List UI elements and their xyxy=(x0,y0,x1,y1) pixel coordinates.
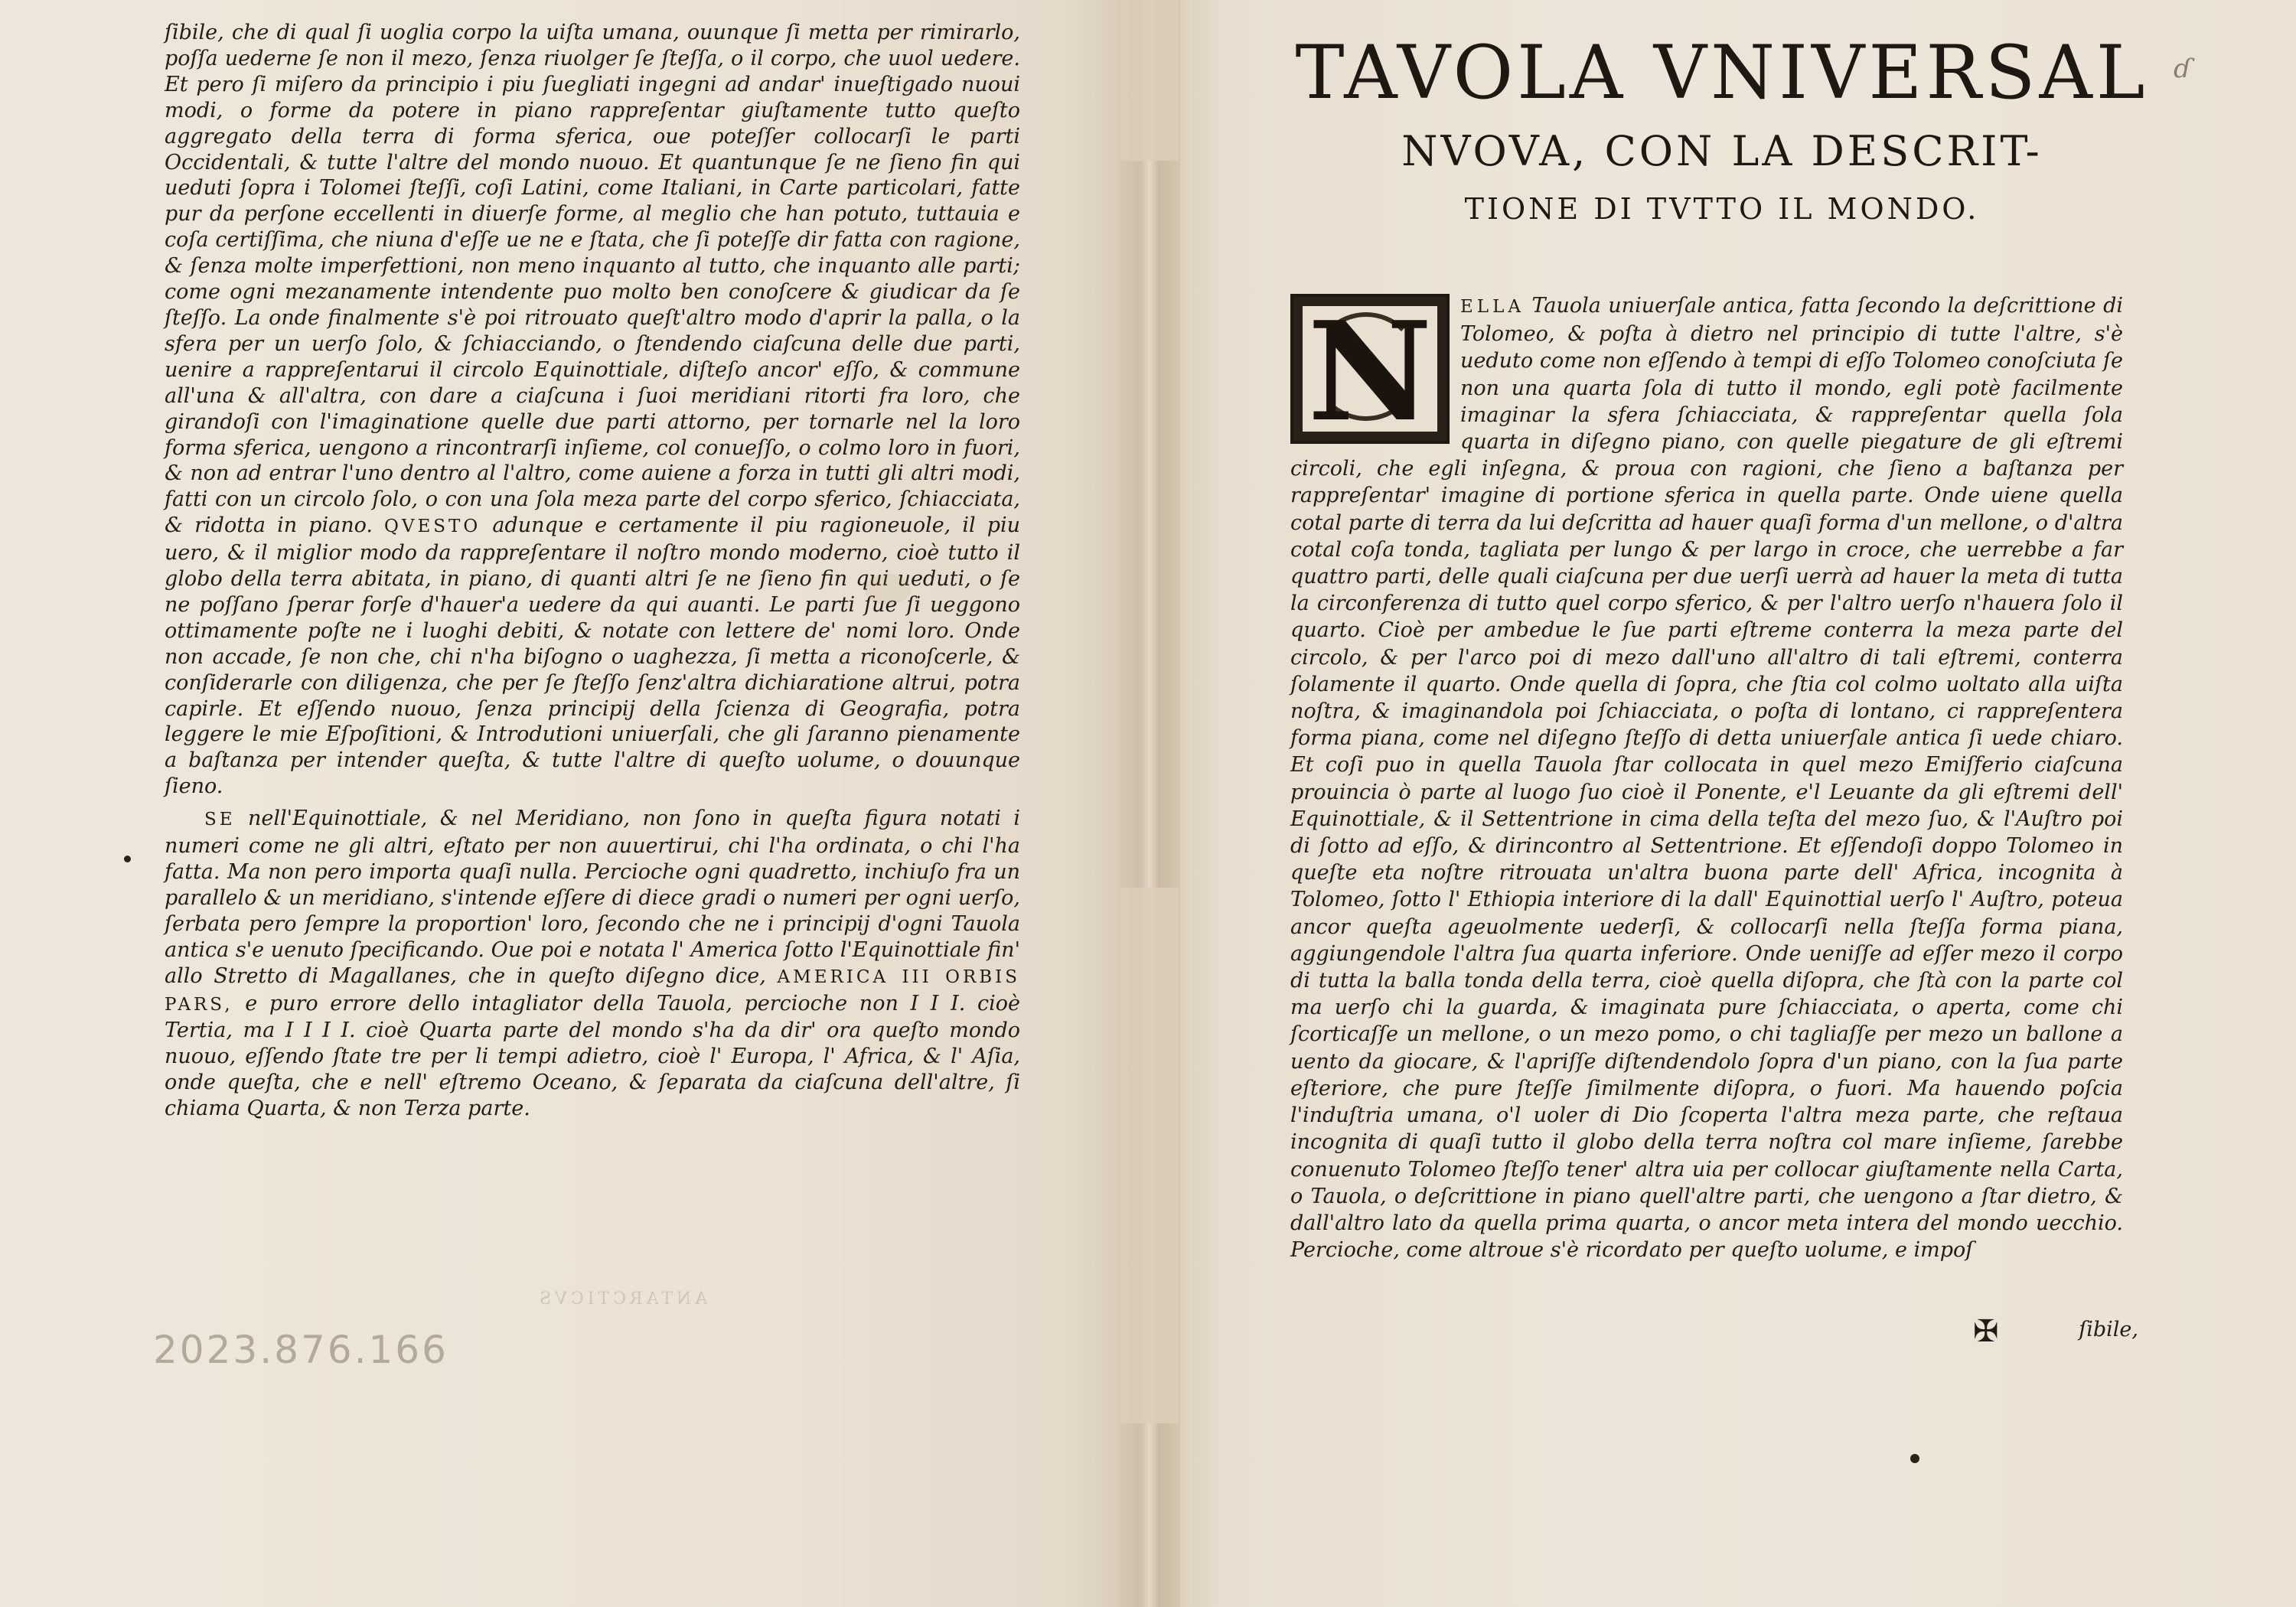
title-line-1: TAVOLA VNIVERSAL xyxy=(1295,30,2149,116)
paragraph-2-initial: SE xyxy=(204,810,236,830)
initial-letter: N xyxy=(1307,292,1433,451)
america-caps-phrase: AMERICA III ORBIS PARS, xyxy=(165,966,1021,1015)
left-paragraph-2-text-b: e puro errore dello intagliator della Tauola, percioche non I I I. cioè Tertia, ma I I I I. cioè Quarta parte del mondo s'ha da dir' ora queſto mondo nuouo, eſſendo ſtate tre per li tempi adietro, cioè l' Europa, l' Africa, & l' Aſia, onde queſta, che e nell' eſtremo Oceano, & ſeparata da ciaſcuna dell'altre, ſi chiama Quarta, & non Terza parte. xyxy=(165,991,1020,1121)
left-text-column xyxy=(165,20,1020,1122)
left-paragraph-1 xyxy=(165,20,1020,800)
left-paragraph-2-text-a: nell'Equinottiale, & nel Meridiano, non ſono in queſta figura notati i numeri come ne gli altri, eſtato per non auuertirui, chi l'ha ordinata, o chi l'ha fatta. Ma non pero importa quaſi nulla. Percioche ogni quadretto, inchiuſo fra un parallelo & un meridiano, s'intende eſſere di diece gradi o numeri per ogni uerſo, ſerbata pero ſempre la proportion' loro, ſecondo che ne i principij d'ogni Tauola antica s'e uenuto ſpecificando. Oue poi e notata l' America ſotto l'Equinottiale fin' allo Stretto di Magallanes, che in queſto diſegno dice, xyxy=(165,807,1020,988)
right-text-column xyxy=(1290,292,2123,1263)
gutter xyxy=(1119,0,1180,1607)
hinge-tape xyxy=(1120,888,1179,1423)
title-block xyxy=(1270,31,2174,228)
left-page xyxy=(0,0,1119,1607)
fleuron-icon: ✠ xyxy=(1973,1314,1999,1349)
title-line-2: NVOVA, CON LA DESCRIT- xyxy=(1401,127,2043,175)
show-through-text: ANTARCTICVS xyxy=(536,1289,708,1309)
pencil-accession-number: 2023.876.166 xyxy=(153,1328,448,1372)
caps-word: QVESTO xyxy=(384,517,481,537)
title-line-3: TIONE DI TVTTO IL MONDO. xyxy=(1464,192,1980,226)
page-end-row xyxy=(1959,1314,2143,1349)
margin-ink-mark: ɗ xyxy=(2174,54,2192,84)
ink-dot xyxy=(124,856,131,862)
catchword: ſibile, xyxy=(2079,1318,2138,1341)
left-paragraph-2 xyxy=(165,806,1020,1122)
left-paragraph-1-continued: adunque e certamente il piu ragioneuole, il piu uero, & il miglior modo da rappreſentare il noſtro mondo moderno, cioè tutto il globo della terra abitata, in piano, di quanti altri ſe ne ſieno fin qui ueduti, o ſe ne poſſano ſperar forſe d'hauer'a uedere da qui auanti. Le parti ſue ſi ueggono ottimamente poſte ne i luoghi debiti, & notate con lettere de' nomi loro. Onde non accade, ſe non che, chi n'ha biſogno o uaghezza, ſi metta a riconoſcerle, & conſiderarle con diligenza, che per ſe ſteſſo ſenz'altra dichiaratione altrui, potra capirle. Et eſſendo nuouo, ſenza principij della ſcienza di Geografia, potra leggere le mie Eſpoſitioni, & Introdutioni uniuerſali, che gli ſaranno pienamente a baſtanza per intender queſta, & tutte l'altre di queſto uolume, o douunque ſieno. xyxy=(165,513,1021,799)
right-body-text: Tauola uniuerſale antica, fatta ſecondo la deſcrittione di Tolomeo, & poſta à dietro nel principio di tutte l'altre, s'è ueduto come non eſſendo à tempi di eſſo Tolomeo conoſciuta ſe non una quarta ſola di tutto il mondo, egli potè facilmente imaginar la sfera ſchiacciata, & rappreſentar quella ſola quarta in diſegno piano, con quelle piegature de gli eſtremi circoli, che egli inſegna, & proua con ragioni, che ſieno a baſtanza per rappreſentar' imagine di portione sferica in quella parte. Onde uiene quella cotal parte di terra da lui deſcritta ad hauer quaſi forma d'un mellone, o d'altra cotal coſa tonda, tagliata per lungo & per largo in croce, che uerrebbe a far quattro parti, delle quali ciaſcuna per due uerſi uerrà ad hauer la meta di tutta la circonferenza di tutto quel corpo sferico, & per l'altro uerſo n'hauera ſolo il quarto. Cioè per ambedue le ſue parti eſtreme conterra la meza parte del circolo, & per l'arco poi di mezo dall'uno all'altro di tali eſtremi, conterra ſolamente il quarto. Onde quella di ſopra, che ſtia col colmo uoltato alla uiſta noſtra, & imaginandola poi ſchiacciata, o poſta di lontano, ci rappreſentera forma piana, come nel diſegno ſteſſo di detta uniuerſale antica ſi uede chiaro. Et coſi puo in quella Tauola ſtar collocata in quel mezo Emiſferio ciaſcuna prouincia ò parte al luogo ſuo cioè il Ponente, e'l Leuante da gli eſtremi dell' Equinottiale, & il Settentrione in cima della teſta del mezo ſuo, & l'Auſtro poi di ſotto ad eſſo, & dirincontro al Settentrione. Et eſſendoſi doppo Tolomeo in queſte eta noſtre ritrouata un'altra buona parte dell' Africa, incognita à Tolomeo, ſotto l' Ethiopia interiore di la dall' Equinottial uerſo l' Auſtro, poteua ancor queſta ageuolmente uederſi, & collocarſi nella ſteſſa forma piana, aggiungendole l'altra ſua quarta inferiore. Onde ueniſſe ad eſſer mezo il corpo di tutta la balla tonda della terra, cioè quella diſopra, che ſtà con la parte col ma uerſo chi la guarda, & imaginata pure ſchiacciata, o aperta, come chi ſcorticaſſe un mellone, o un mezo pomo, o chi tagliaſſe per mezo un ballone a uento da giocare, & l'apriſſe diſtendendolo ſopra d'un piano, con la ſua parte eſteriore, che pure ſteſſe ſimilmente diſopra, o fuori. Ma hauendo poſcia l'induſtria umana, o'l uoler di Dio ſcoperta l'altra meza parte, che reſtaua incognita di quaſi tutto il globo della terra noſtra col mare inſieme, ſarebbe conuenuto Tolomeo ſteſſo tener' altra uia per collocar giuſtamente nella Carta, o Tauola, o deſcrittione in piano quell'altre parti, che uengono a ſtar dietro, & dall'altro lato da quella prima quarta, o ancor meta intera del mondo uecchio. Percioche, come altroue s'è ricordato per queſto uolume, e impoſ xyxy=(1290,294,2123,1263)
left-paragraph-1-text: ſibile, che di qual ſi uoglia corpo la uiſta umana, ouunque ſi metta per rimirarlo, poſſa uederne ſe non il mezo, ſenza riuolger ſe ſteſſa, o il corpo, che uuol uedere. Et pero ſi miſero da principio i piu ſuegliati ingegni ad andar' inueſtigado nuoui modi, o forme da potere in piano rappreſentar giuſtamente tutto queſto aggregato della terra di forma sferica, oue poteſſer collocarſi le parti Occidentali, & tutte l'altre del mondo nuouo. Et quantunque ſe ne ſieno fin qui ueduti ſopra i Tolomei ſteſſi, coſi Latini, come Italiani, in Carte particolari, fatte pur da perſone eccellenti in diuerſe forme, al meglio che han potuto, tuttauia e coſa certiſſima, che niuna d'eſſe ue ne e ſtata, che ſi poteſſe dir fatta con ragione, & ſenza molte imperfettioni, non meno inquanto al tutto, che inquanto alle parti; come ogni mezanamente intendente puo molto ben conoſcere & giudicar da ſe ſteſſo. La onde finalmente s'è poi ritrouato queſt'altro modo d'aprir la palla, o la sfera per un uerſo ſolo, & ſchiacciando, o ſtendendo ciaſcuna delle due parti, uenire a rappreſentarui il circolo Equinottiale, diſteſo ancor' eſſo, & commune all'una & all'altra, con dare a ciaſcuna i ſuoi meridiani ritorti fra loro, che girandoſi con l'imaginatione quelle due parti attorno, per tornarle nel la loro forma sferica, uengono a rincontrarſi inſieme, col conueſſo, o colmo loro in fuori, & non ad entrar l'uno dentro al l'altro, come auiene a forza in tutti gli altri modi, fatti con un circolo ſolo, o con una ſola meza parte del corpo sferico, ſchiacciata, & ridotta in piano. xyxy=(165,21,1020,538)
ink-dot xyxy=(1910,1454,1919,1463)
hinge-tape xyxy=(1120,0,1179,161)
first-word: ELLA xyxy=(1460,297,1525,317)
decorated-initial xyxy=(1290,292,1450,451)
foxing-spot xyxy=(865,574,911,605)
